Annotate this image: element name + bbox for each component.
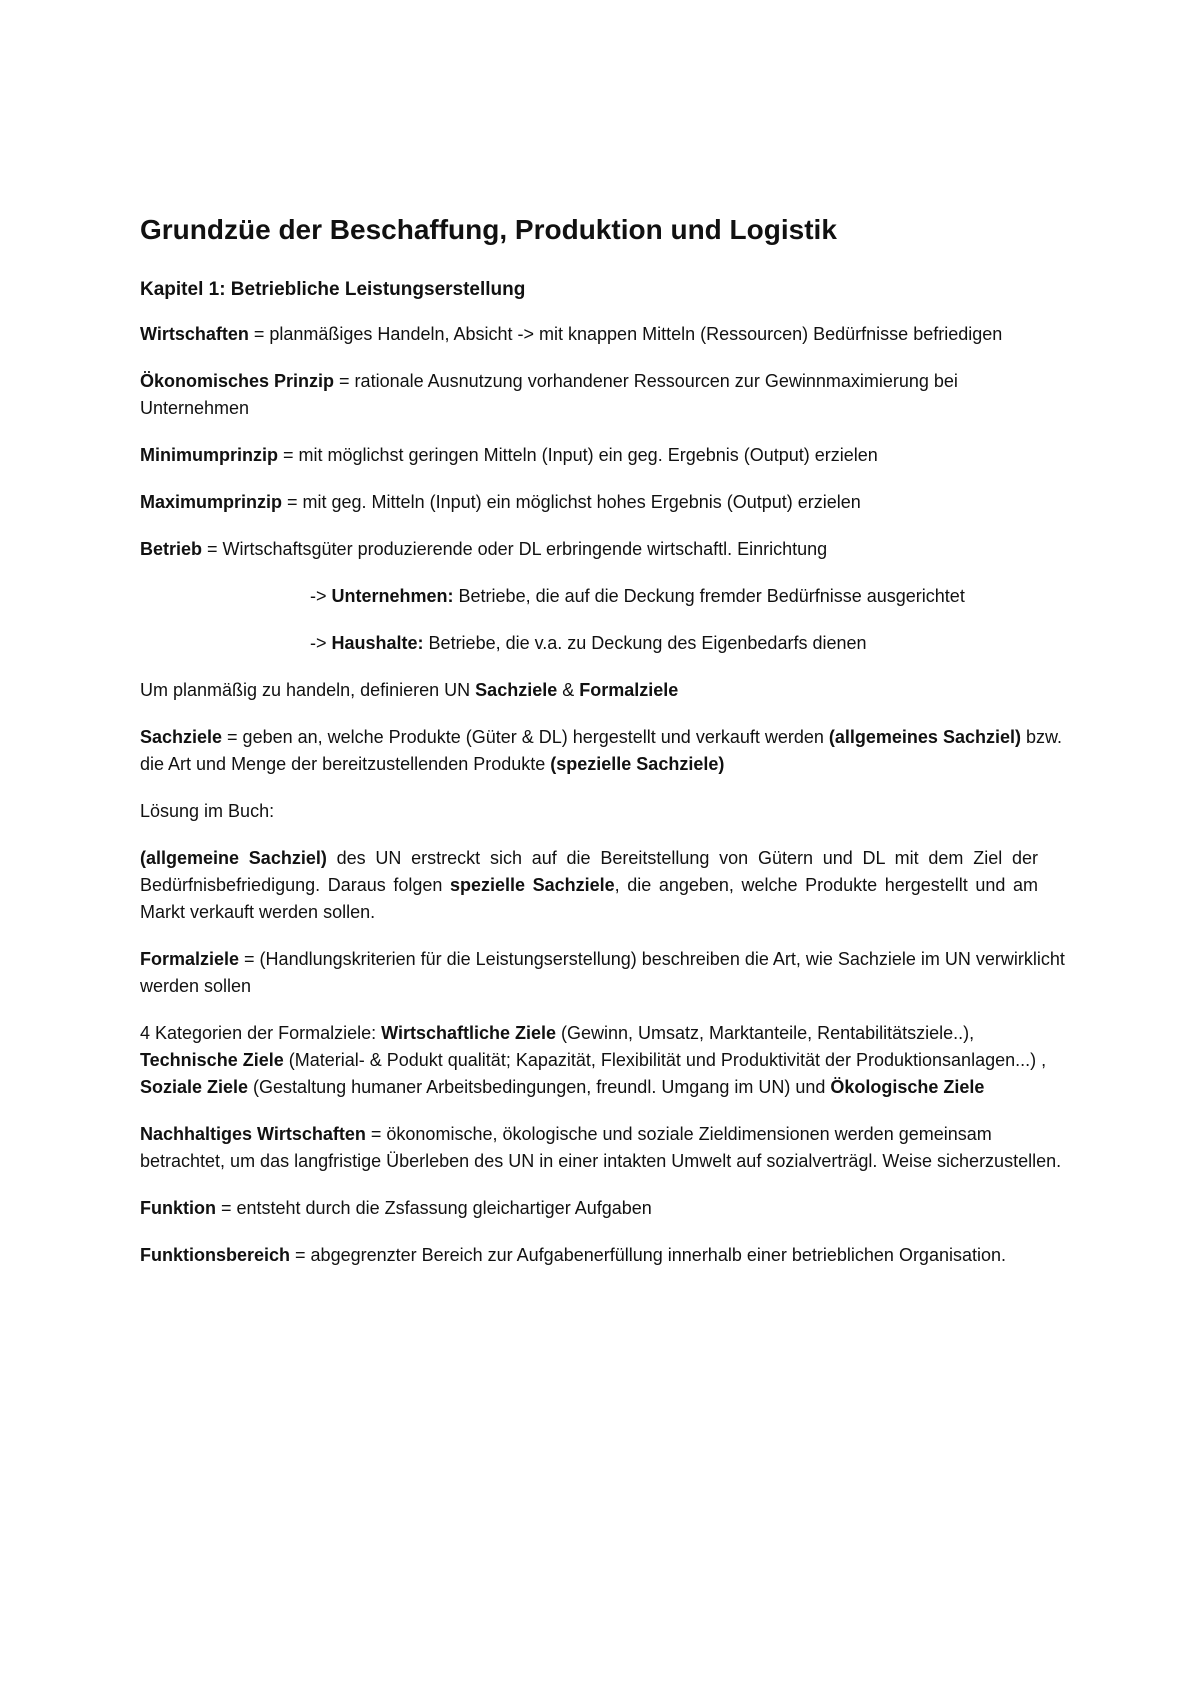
term-oekonomisches-prinzip: Ökonomisches Prinzip xyxy=(140,371,335,391)
term-spezielle-sachziele-2: spezielle Sachziele xyxy=(449,875,615,895)
term-funktion: Funktion xyxy=(140,1198,216,1218)
paragraph-allgemeine-sachziel xyxy=(140,845,1038,926)
chapter-heading: Kapitel 1: Betriebliche Leistungserstellung xyxy=(140,279,526,300)
term-allgemeine-sachziel: (allgemeine Sachziel) xyxy=(140,848,327,868)
paragraph-minimumprinzip xyxy=(140,442,1070,469)
definition-wirtschaften: = planmäßiges Handeln, Absicht -> mit knappen Mitteln (Ressourcen) Bedürfnisse befriedigen xyxy=(248,324,1003,344)
allgemeine-sachziel-text-2: , die angeben, welche Produkte hergestellt und am Markt verkauft werden sollen. xyxy=(140,875,1039,922)
term-spezielle-sachziele: (spezielle Sachziele) xyxy=(550,754,725,774)
paragraph-betrieb xyxy=(140,536,1070,563)
term-wirtschaften: Wirtschaften xyxy=(140,324,249,344)
allgemeine-sachziel-text-1: des UN erstreckt sich auf die Bereitstellung von Gütern und DL mit dem Ziel der Bedürfnisbefriedigung. Daraus folgen xyxy=(140,848,1038,895)
definition-sachziele-1: = geben an, welche Produkte (Güter & DL) hergestellt und verkauft werden xyxy=(222,727,829,747)
paragraph-unternehmen xyxy=(310,583,1070,610)
planmaessig-text-1: Um planmäßig zu handeln, definieren UN xyxy=(140,680,476,700)
definition-sachziele-2: bzw. die Art und Menge der bereitzustellenden Produkte xyxy=(140,727,1062,774)
paragraph-formalziele xyxy=(140,946,1070,1000)
term-minimumprinzip: Minimumprinzip xyxy=(140,445,278,465)
term-funktionsbereich: Funktionsbereich xyxy=(140,1245,291,1265)
term-formalziele-inline: Formalziele xyxy=(579,680,679,700)
term-sachziele: Sachziele xyxy=(140,727,223,747)
kategorien-text-1: 4 Kategorien der Formalziele: xyxy=(140,1023,382,1043)
paragraph-sachziele xyxy=(140,724,1070,778)
document-title: Grundzüe der Beschaffung, Produktion und Logistik xyxy=(140,214,837,245)
paragraph-kategorien xyxy=(140,1020,1070,1101)
paragraph-haushalte xyxy=(310,630,1070,657)
definition-oekonomisches-prinzip: = rationale Ausnutzung vorhandener Ressourcen zur Gewinnmaximierung bei Unternehmen xyxy=(140,371,958,418)
term-soziale-ziele: Soziale Ziele xyxy=(140,1077,249,1097)
planmaessig-text-2: & xyxy=(557,680,580,700)
definition-formalziele: = (Handlungskriterien für die Leistungserstellung) beschreiben die Art, wie Sachziele im UN verwirklicht werden sollen xyxy=(140,949,1065,996)
term-haushalte: Haushalte: xyxy=(331,633,424,653)
paragraph-loesung: Lösung im Buch: xyxy=(140,801,275,821)
kategorien-text-4: (Gestaltung humaner Arbeitsbedingungen, freundl. Umgang im UN) und xyxy=(248,1077,831,1097)
paragraph-funktion xyxy=(140,1195,1070,1222)
term-wirtschaftliche-ziele: Wirtschaftliche Ziele xyxy=(381,1023,557,1043)
arrow-haushalte: -> xyxy=(310,633,332,653)
term-technische-ziele: Technische Ziele xyxy=(140,1050,284,1070)
term-maximumprinzip: Maximumprinzip xyxy=(140,492,283,512)
paragraph-planmaessig xyxy=(140,677,1070,704)
definition-funktion: = entsteht durch die Zsfassung gleichartiger Aufgaben xyxy=(215,1198,652,1218)
term-formalziele: Formalziele xyxy=(140,949,240,969)
kategorien-text-2: (Gewinn, Umsatz, Marktanteile, Rentabilitätsziele..), xyxy=(556,1023,975,1043)
definition-nachhaltiges-wirtschaften: = ökonomische, ökologische und soziale Zieldimensionen werden gemeinsam betrachtet, um das langfristige Überleben des UN in einer intakten Umwelt auf sozialverträgl. Weise sicherzustellen. xyxy=(140,1124,1062,1171)
paragraph-wirtschaften xyxy=(140,321,1070,348)
term-unternehmen: Unternehmen: xyxy=(331,586,454,606)
term-nachhaltiges-wirtschaften: Nachhaltiges Wirtschaften xyxy=(140,1124,366,1144)
definition-betrieb: = Wirtschaftsgüter produzierende oder DL erbringende wirtschaftl. Einrichtung xyxy=(202,539,828,559)
term-sachziele-inline: Sachziele xyxy=(475,680,558,700)
definition-minimumprinzip: = mit möglichst geringen Mitteln (Input) ein geg. Ergebnis (Output) erzielen xyxy=(278,445,878,465)
arrow-unternehmen: -> xyxy=(310,586,332,606)
definition-haushalte: Betriebe, die v.a. zu Deckung des Eigenbedarfs dienen xyxy=(423,633,867,653)
term-betrieb: Betrieb xyxy=(140,539,203,559)
definition-funktionsbereich: = abgegrenzter Bereich zur Aufgabenerfüllung innerhalb einer betrieblichen Organisation. xyxy=(290,1245,1006,1265)
term-oekologische-ziele: Ökologische Ziele xyxy=(830,1077,985,1097)
definition-unternehmen: Betriebe, die auf die Deckung fremder Bedürfnisse ausgerichtet xyxy=(453,586,965,606)
definition-maximumprinzip: = mit geg. Mitteln (Input) ein möglichst hohes Ergebnis (Output) erzielen xyxy=(282,492,861,512)
term-allgemeines-sachziel: (allgemeines Sachziel) xyxy=(828,727,1021,747)
paragraph-oekonomisches-prinzip xyxy=(140,368,1070,422)
kategorien-text-3: (Material- & Podukt qualität; Kapazität, Flexibilität und Produktivität der Produktionsanlagen...) , xyxy=(283,1050,1047,1070)
paragraph-nachhaltiges-wirtschaften xyxy=(140,1121,1070,1175)
paragraph-funktionsbereich xyxy=(140,1242,1070,1269)
paragraph-maximumprinzip xyxy=(140,489,1070,516)
document-content xyxy=(140,212,1070,1289)
